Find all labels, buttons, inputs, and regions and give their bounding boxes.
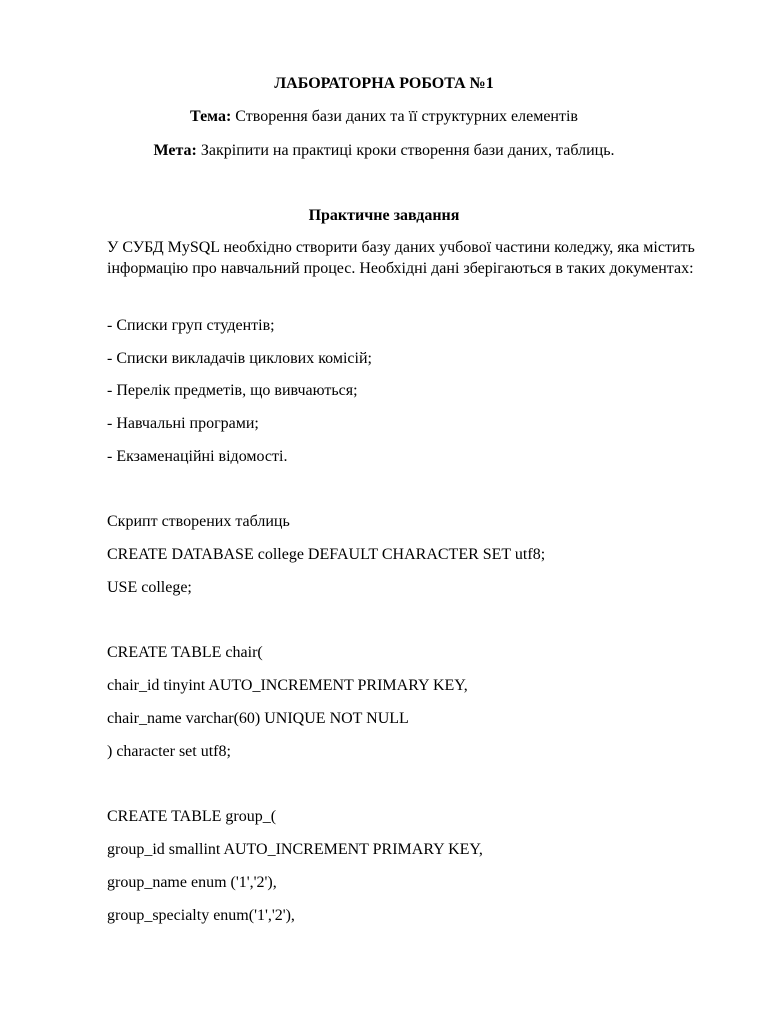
code-line: chair_id tinyint AUTO_INCREMENT PRIMARY KEY, — [107, 677, 468, 694]
code-line: group_id smallint AUTO_INCREMENT PRIMARY KEY, — [107, 841, 483, 858]
goal-text: Закріпити на практиці кроки створення бази даних, таблиць. — [196, 142, 615, 159]
list-item: - Списки груп студентів; — [107, 317, 275, 334]
document-title: ЛАБОРАТОРНА РОБОТА №1 — [274, 75, 494, 92]
intro-paragraph: У СУБД MySQL необхідно створити базу даних учбової частини коледжу, яка містить інформацію про навчальний процес. Необхідні дані зберігаються в таких документах: — [107, 239, 695, 277]
goal-line — [0, 141, 768, 161]
section-heading: Практичне завдання — [308, 207, 460, 224]
code-line: CREATE DATABASE college DEFAULT CHARACTER SET utf8; — [107, 546, 546, 563]
script-heading: Скрипт створених таблиць — [107, 513, 290, 530]
list-item: - Перелік предметів, що вивчаються; — [107, 382, 358, 399]
code-line: USE college; — [107, 579, 192, 596]
list-item: - Списки викладачів циклових комісій; — [107, 350, 372, 367]
code-line: group_name enum ('1','2'), — [107, 874, 277, 891]
list-item: - Навчальні програми; — [107, 415, 259, 432]
code-line: ) character set utf8; — [107, 743, 231, 760]
topic-text: Створення бази даних та її структурних елементів — [231, 108, 578, 125]
code-line: CREATE TABLE chair( — [107, 644, 263, 661]
code-line: group_specialty enum('1','2'), — [107, 907, 295, 924]
code-line: chair_name varchar(60) UNIQUE NOT NULL — [107, 710, 409, 727]
goal-label: Мета: — [153, 142, 197, 159]
topic-line — [0, 107, 768, 127]
list-item: - Екзаменаційні відомості. — [107, 448, 288, 465]
code-line: CREATE TABLE group_( — [107, 808, 277, 825]
topic-label: Тема: — [190, 108, 232, 125]
